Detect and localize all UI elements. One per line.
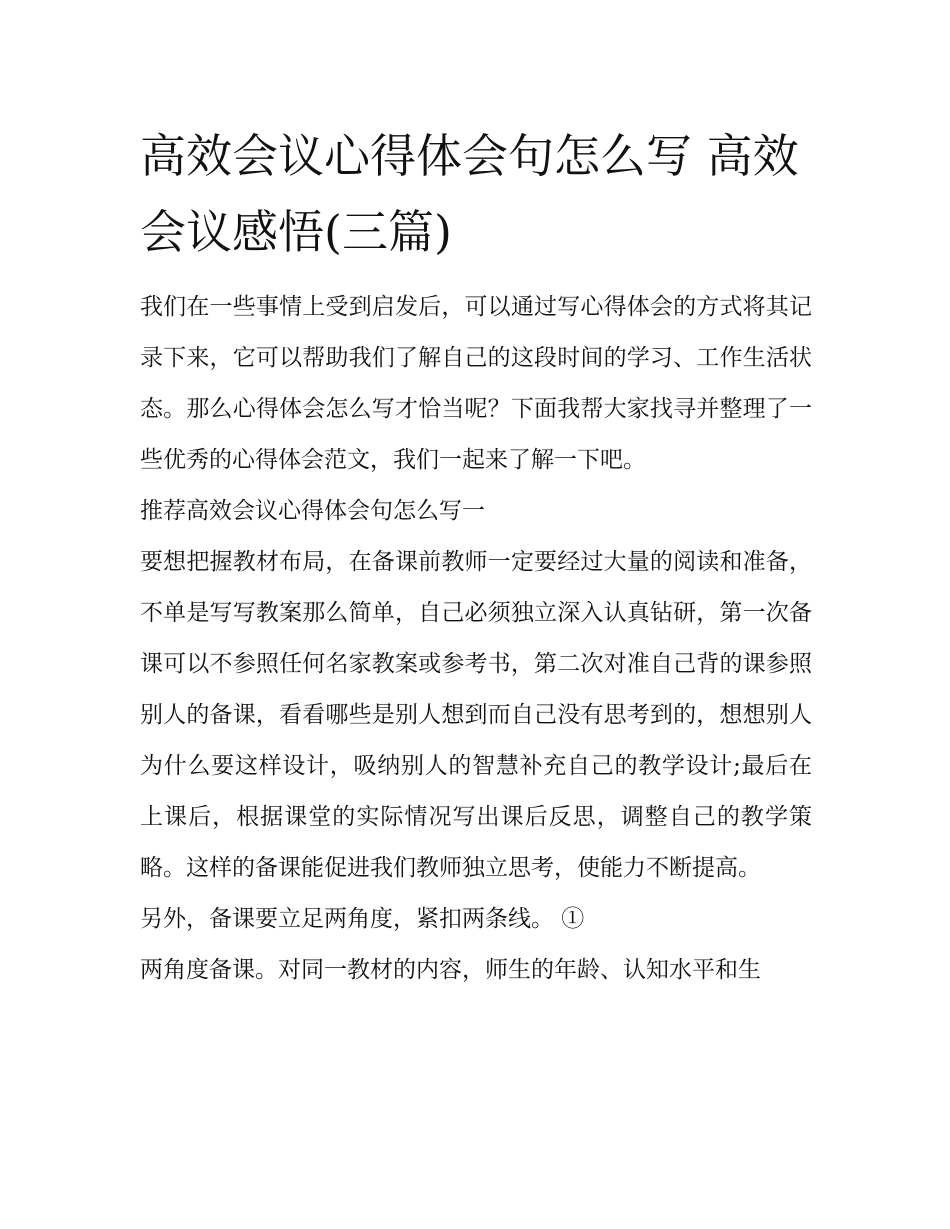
section-heading: 推荐高效会议心得体会句怎么写一 [140,498,485,524]
document-body [140,118,812,996]
intro-paragraph: 我们在一些事情上受到启发后，可以通过写心得体会的方式将其记录下来，它可以帮助我们了解自己的这段时间的学习、工作生活状态。那么心得体会怎么写才恰当呢？下面我帮大家找寻并整理了一些优秀的心得体会范文，我们一起来了解一下吧。 [140,294,812,473]
body-paragraph: 另外，备课要立足两角度，紧扣两条线。 ① [140,906,585,932]
body-paragraph: 两角度备课。对同一教材的内容，师生的年龄、认知水平和生 [140,957,761,983]
body-paragraph: 要想把握教材布局，在备课前教师一定要经过大量的阅读和准备，不单是写写教案那么简单，自己必须独立深入认真钻研，第一次备课可以不参照任何名家教案或参考书，第二次对准自己背的课参照别人的备课，看看哪些是别人想到而自己没有思考到的，想想别人为什么要这样设计，吸纳别人的智慧补充自己的教学设计;最后在上课后，根据课堂的实际情况写出课后反思，调整自己的教学策略。这样的备课能促进我们教师独立思考，使能力不断提高。 [140,549,812,881]
document-title: 高效会议心得体会句怎么写 高效会议感悟(三篇) [140,129,799,259]
